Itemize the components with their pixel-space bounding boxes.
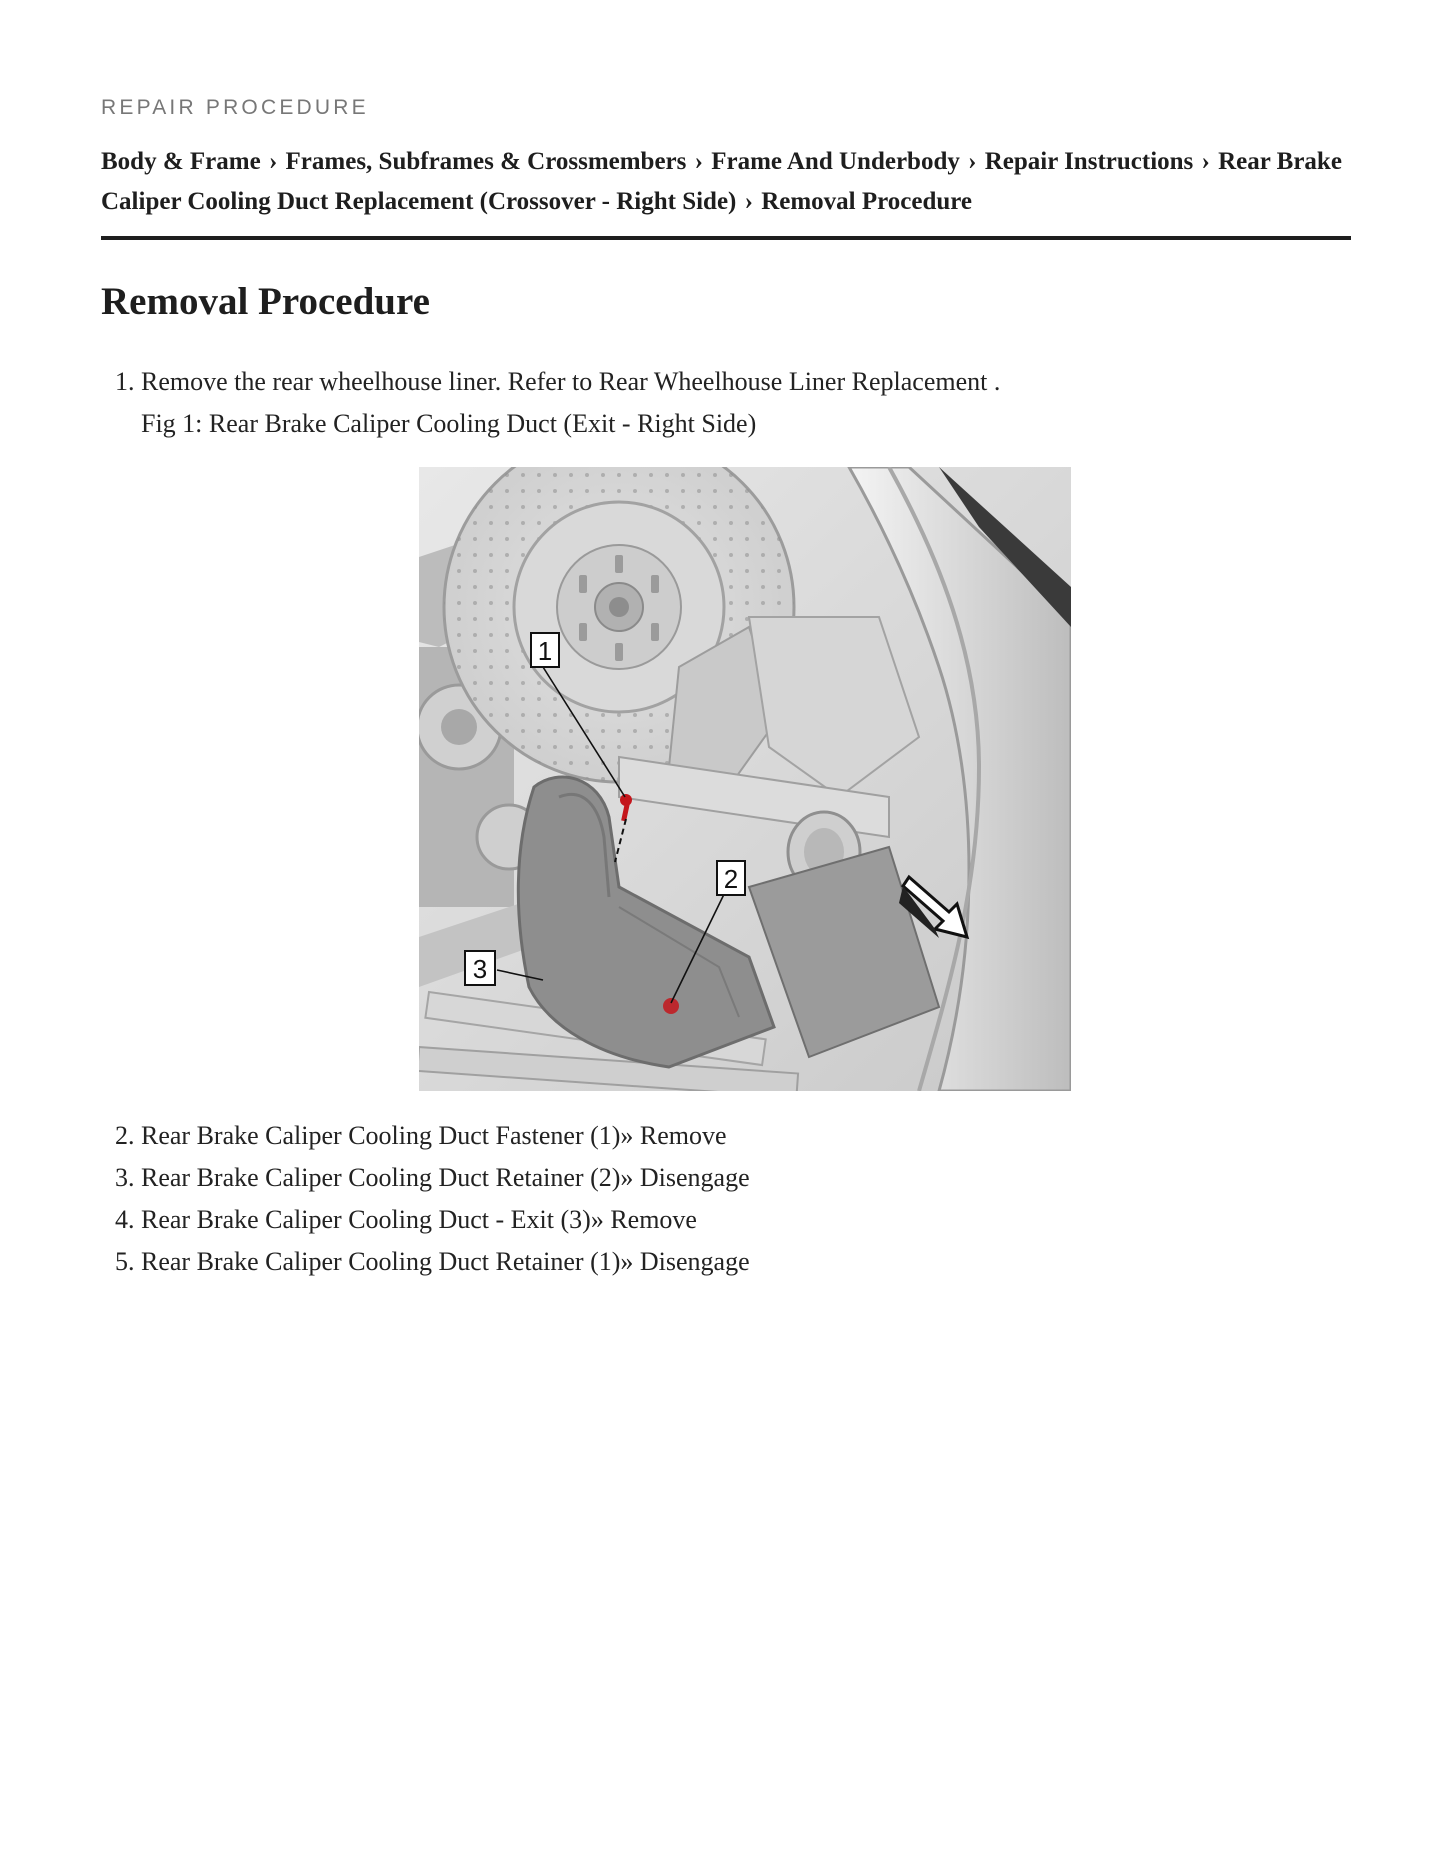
step-text: Rear Brake Caliper Cooling Duct Fastener (1)» Remove bbox=[141, 1121, 727, 1150]
step-item bbox=[141, 1115, 1351, 1157]
breadcrumb-separator: › bbox=[268, 148, 278, 175]
procedure-steps bbox=[101, 361, 1351, 1283]
step-text: Remove the rear wheelhouse liner. Refer to Rear Wheelhouse Liner Replacement . bbox=[141, 367, 1001, 396]
brake-duct-illustration bbox=[419, 467, 1071, 1091]
breadcrumb-separator: › bbox=[968, 148, 977, 175]
document-page bbox=[101, 94, 1351, 1283]
breadcrumb-item-removal-procedure: Removal Procedure bbox=[761, 188, 973, 215]
section-eyebrow: REPAIR PROCEDURE bbox=[101, 96, 369, 119]
breadcrumb-item-frame-underbody[interactable]: Frame And Underbody bbox=[711, 148, 960, 175]
step-item bbox=[141, 1199, 1351, 1241]
retainer-marker-icon bbox=[663, 998, 679, 1014]
figure-illustration bbox=[419, 467, 1071, 1091]
breadcrumb bbox=[101, 142, 1351, 240]
step-item bbox=[141, 1157, 1351, 1199]
callout-1 bbox=[531, 633, 559, 667]
breadcrumb-item-body-frame[interactable]: Body & Frame bbox=[101, 148, 261, 175]
callout-2-label: 2 bbox=[723, 864, 739, 894]
breadcrumb-separator: › bbox=[694, 148, 703, 175]
step-text: Rear Brake Caliper Cooling Duct Retainer (1)» Disengage bbox=[141, 1247, 750, 1276]
step-item bbox=[141, 1241, 1351, 1283]
step-text: Rear Brake Caliper Cooling Duct - Exit (3)» Remove bbox=[141, 1205, 697, 1234]
step-text: Rear Brake Caliper Cooling Duct Retainer (2)» Disengage bbox=[141, 1163, 750, 1192]
page-title: Removal Procedure bbox=[101, 280, 430, 323]
breadcrumb-item-repair-instructions[interactable]: Repair Instructions bbox=[984, 148, 1194, 175]
step-item bbox=[141, 361, 1351, 1091]
breadcrumb-item-frames-subframes[interactable]: Frames, Subframes & Crossmembers bbox=[285, 148, 687, 175]
breadcrumb-separator: › bbox=[744, 188, 753, 215]
callout-1-label: 1 bbox=[537, 636, 553, 666]
callout-3 bbox=[465, 951, 495, 985]
breadcrumb-separator: › bbox=[1201, 148, 1210, 175]
figure-caption: Fig 1: Rear Brake Caliper Cooling Duct (Exit - Right Side) bbox=[141, 409, 757, 438]
breadcrumb-item-duct-replacement[interactable]: Rear Brake Caliper Cooling Duct Replacement (Crossover - Right Side) bbox=[101, 148, 1342, 215]
callout-2 bbox=[717, 861, 745, 895]
callout-3-label: 3 bbox=[472, 954, 488, 984]
